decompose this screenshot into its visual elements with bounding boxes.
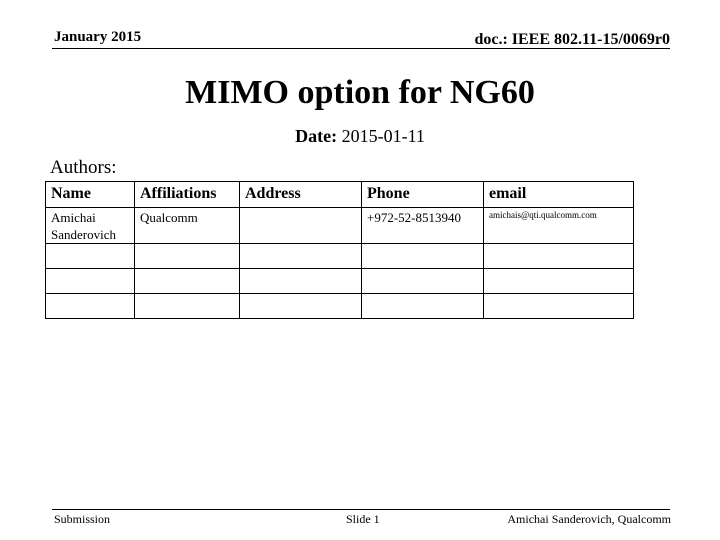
date-value: 2015-01-11 bbox=[341, 126, 425, 146]
footer-author: Amichai Sanderovich, Qualcomm bbox=[507, 512, 671, 526]
header-date: January 2015 bbox=[54, 29, 142, 45]
header-email: email bbox=[484, 182, 634, 208]
cell-empty bbox=[362, 269, 484, 294]
header-phone: Phone bbox=[362, 182, 484, 208]
cell-empty bbox=[135, 294, 240, 319]
cell-empty bbox=[240, 244, 362, 269]
cell-empty bbox=[135, 269, 240, 294]
cell-empty bbox=[484, 269, 634, 294]
table-row bbox=[46, 244, 634, 269]
header-affiliations: Affiliations bbox=[135, 182, 240, 208]
footer-submission: Submission bbox=[54, 512, 111, 526]
cell-empty bbox=[362, 294, 484, 319]
cell-email: amichais@qti.qualcomm.com bbox=[484, 208, 634, 244]
cell-affiliation: Qualcomm bbox=[135, 208, 240, 244]
table-header-row bbox=[46, 182, 634, 208]
header-name: Name bbox=[46, 182, 135, 208]
cell-empty bbox=[46, 244, 135, 269]
slide-title: MIMO option for NG60 bbox=[185, 74, 535, 111]
authors-table bbox=[45, 181, 634, 319]
cell-empty bbox=[46, 269, 135, 294]
authors-label: Authors: bbox=[50, 157, 117, 178]
date-label: Date: bbox=[295, 126, 338, 146]
cell-phone: +972-52-8513940 bbox=[362, 208, 484, 244]
name-first: Amichai bbox=[51, 210, 96, 225]
footer-divider bbox=[52, 509, 670, 510]
cell-empty bbox=[46, 294, 135, 319]
cell-address bbox=[240, 208, 362, 244]
header-address: Address bbox=[240, 182, 362, 208]
cell-empty bbox=[240, 269, 362, 294]
table-row bbox=[46, 269, 634, 294]
table-row bbox=[46, 208, 634, 244]
cell-empty bbox=[240, 294, 362, 319]
cell-empty bbox=[362, 244, 484, 269]
cell-empty bbox=[484, 294, 634, 319]
table-row bbox=[46, 294, 634, 319]
name-last: Sanderovich bbox=[51, 227, 116, 242]
cell-empty bbox=[135, 244, 240, 269]
cell-name bbox=[46, 208, 135, 244]
date-line bbox=[0, 126, 720, 147]
footer-slide-number: Slide 1 bbox=[346, 512, 380, 526]
cell-empty bbox=[484, 244, 634, 269]
header-divider bbox=[52, 48, 670, 49]
header-doc-id: doc.: IEEE 802.11-15/0069r0 bbox=[474, 31, 670, 48]
